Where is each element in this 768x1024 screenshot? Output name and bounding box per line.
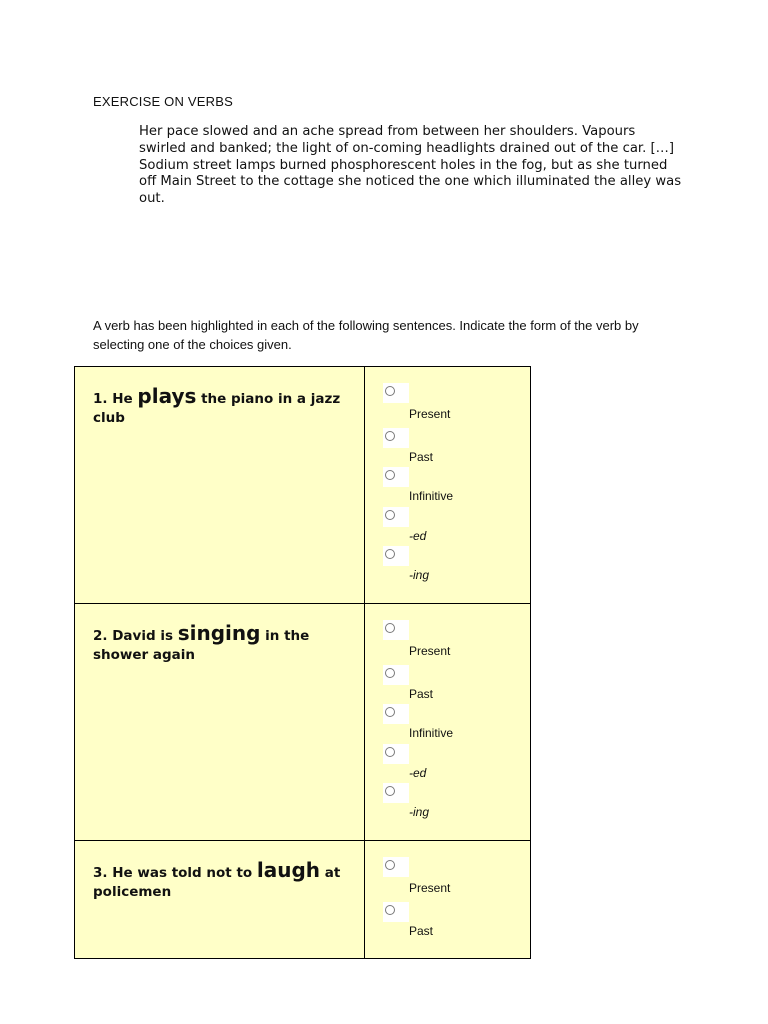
- option-label: Infinitive: [409, 489, 454, 503]
- highlighted-verb: laugh: [256, 858, 321, 882]
- option-past: [365, 407, 530, 464]
- passage-text: Her pace slowed and an ache spread from between her shoulders. Vapours swirled and banked; the light of on-coming headlights drained out of the car. […] Sodium street lamps burned phosphorescent holes in the fog, but as she turned off Main Street to the cottage she noticed the one which illuminated the alley was out.: [139, 124, 682, 207]
- radio-button[interactable]: [385, 905, 395, 915]
- instructions-text: A verb has been highlighted in each of the following sentences. Indicate the form of the verb by selecting one of the choices given.: [93, 318, 639, 352]
- question-prefix: 3. He was told not to: [93, 865, 257, 881]
- option-ing: [365, 525, 530, 582]
- question-cell: [75, 841, 365, 959]
- option-ed: [365, 486, 530, 543]
- options-cell: [365, 367, 531, 604]
- option-label: -ed: [409, 765, 427, 780]
- question-prefix: 1. He: [93, 391, 138, 407]
- option-present: [365, 367, 530, 421]
- option-present: [365, 604, 530, 658]
- question-row: [75, 841, 531, 959]
- option-present: [365, 841, 530, 895]
- option-label: Past: [409, 449, 434, 464]
- option-infinitive: [365, 683, 530, 740]
- exercise-title: EXERCISE ON VERBS: [93, 94, 233, 109]
- radio-button[interactable]: [385, 668, 395, 678]
- question-row: [75, 367, 531, 604]
- options-cell: [365, 604, 531, 841]
- question-text: [93, 384, 348, 428]
- option-past: [365, 644, 530, 701]
- radio-button[interactable]: [385, 549, 395, 559]
- option-label: -ed: [409, 528, 427, 543]
- question-suffix: the piano in a jazz club: [93, 391, 341, 426]
- radio-button[interactable]: [385, 386, 395, 396]
- question-cell: [75, 367, 365, 604]
- option-infinitive: [365, 446, 530, 503]
- question-text: [93, 858, 348, 902]
- option-label: Infinitive: [409, 726, 454, 740]
- highlighted-verb: singing: [177, 621, 261, 645]
- question-row: [75, 604, 531, 841]
- option-label: -ing: [409, 568, 430, 582]
- verb-quiz-table: [74, 366, 531, 959]
- option-label: Present: [409, 881, 451, 895]
- question-cell: [75, 604, 365, 841]
- radio-button[interactable]: [385, 623, 395, 633]
- radio-button[interactable]: [385, 860, 395, 870]
- radio-button[interactable]: [385, 431, 395, 441]
- radio-button[interactable]: [385, 510, 395, 520]
- option-label: Past: [409, 923, 434, 938]
- highlighted-verb: plays: [137, 384, 197, 408]
- radio-button[interactable]: [385, 747, 395, 757]
- option-ing: [365, 762, 530, 819]
- question-prefix: 2. David is: [93, 628, 178, 644]
- option-past: [365, 881, 530, 938]
- radio-button[interactable]: [385, 786, 395, 796]
- option-label: -ing: [409, 805, 430, 819]
- option-label: Present: [409, 644, 451, 658]
- question-suffix: at policemen: [93, 865, 341, 900]
- option-ed: [365, 723, 530, 780]
- question-text: [93, 621, 348, 665]
- option-label: Present: [409, 407, 451, 421]
- radio-button[interactable]: [385, 707, 395, 717]
- options-cell: [365, 841, 531, 959]
- question-suffix: in the shower again: [93, 628, 310, 663]
- option-label: Past: [409, 686, 434, 701]
- radio-button[interactable]: [385, 470, 395, 480]
